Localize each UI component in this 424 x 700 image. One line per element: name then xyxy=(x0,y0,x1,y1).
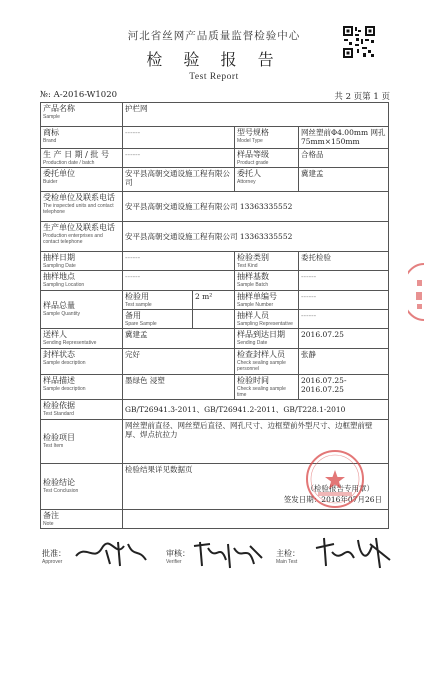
field-label-en: Spare Sample xyxy=(125,320,157,327)
qr-code-icon xyxy=(342,25,376,59)
main-test-label-en: Main Test xyxy=(276,559,298,565)
field-label-en: Model Type xyxy=(237,138,263,144)
field-label: 委托单位 xyxy=(43,169,75,178)
field-label: 检验时间 xyxy=(237,375,269,385)
production-date-value: ------ xyxy=(123,148,235,167)
sampling-date-value: ------ xyxy=(123,252,235,271)
table-row xyxy=(41,103,389,127)
field-label-en: Sample xyxy=(43,114,60,120)
field-label-en: Sample description xyxy=(43,360,86,366)
field-label-en: Test Kind xyxy=(237,263,258,269)
field-label: 检查封样人员 xyxy=(237,350,285,359)
test-sample-value: 2 m² xyxy=(193,290,235,309)
table-row xyxy=(41,168,389,192)
report-number: №: A-2016-W1020 xyxy=(40,90,118,100)
sampling-representative-value: ------ xyxy=(299,309,389,328)
report-title-english: Test Report xyxy=(189,72,239,82)
field-label: 生产单位及联系电话 xyxy=(43,223,115,232)
field-label: 委托人 xyxy=(237,169,261,178)
field-label: 检验类别 xyxy=(237,253,269,262)
field-label: 样品到达日期 xyxy=(237,330,285,339)
table-row xyxy=(41,510,389,529)
arrival-date-value: 2016.07.25 xyxy=(299,329,389,349)
main-test-signature-block xyxy=(276,548,300,565)
grade-value: 合格品 xyxy=(299,148,389,167)
field-label: 抽样基数 xyxy=(237,272,269,282)
field-label: 检验依据 xyxy=(43,401,75,410)
main-tester-handwritten-signature xyxy=(310,534,396,570)
field-label-en: Sampling Date xyxy=(43,263,76,269)
table-row xyxy=(41,290,389,309)
sample-batch-value: ------ xyxy=(299,271,389,290)
field-label-en: Sample Batch xyxy=(237,282,269,289)
field-label-en: Check sealing sample personnel xyxy=(237,360,286,373)
stamp-note: （检验报告专用章） xyxy=(306,484,374,493)
field-label-en: Sending Representative xyxy=(43,340,97,346)
table-row xyxy=(41,271,389,290)
page-count: 共 2 页第 1 页 xyxy=(334,92,390,102)
attorney-value: 冀建孟 xyxy=(299,168,389,192)
test-standard-value: GB/T26941.3-2011、GB/T26941.2-2011、GB/T228.1-2010 xyxy=(123,400,389,420)
field-label-en: Sample Number xyxy=(237,301,274,308)
field-label: 样品等级 xyxy=(237,149,269,159)
model-value: 网丝塑前Φ4.00mm 网孔75mm×150mm xyxy=(299,127,389,149)
test-kind-value: 委托检验 xyxy=(299,252,389,271)
field-label-en: Test Item xyxy=(43,443,64,450)
table-row xyxy=(41,400,389,420)
table-row xyxy=(41,329,389,349)
field-label: 样品描述 xyxy=(43,375,75,385)
spare-sample-value xyxy=(193,309,235,328)
client-value: 安平县高朝交通设施工程有限公司 xyxy=(123,168,235,192)
check-time-value: 2016.07.25-2016.07.25 xyxy=(299,374,389,400)
note-value xyxy=(123,510,389,529)
field-label-en: Sample description xyxy=(43,385,86,392)
table-row xyxy=(41,374,389,400)
seam-stamp-icon xyxy=(408,262,424,322)
field-label: 受检单位及联系电话 xyxy=(43,193,115,202)
field-label-en: Attorney xyxy=(237,179,256,185)
producer-value: 安平县高朝交通设施工程有限公司 13363335552 xyxy=(123,222,389,252)
sample-number-value: ------ xyxy=(299,290,389,309)
field-label-en: Note xyxy=(43,521,54,527)
field-label-en: Sampling Representative xyxy=(237,320,293,327)
verifier-label: 审核： xyxy=(166,549,190,558)
verifier-handwritten-signature xyxy=(190,538,266,570)
field-label-en: Brand xyxy=(43,138,57,144)
test-items-value: 网丝塑前直径、网丝塑后直径、网孔尺寸、边框塑前外型尺寸、边框塑前壁厚、焊点抗拉力 xyxy=(123,420,389,464)
verifier-signature-block xyxy=(166,548,190,565)
field-label-en: Production date / batch xyxy=(43,159,95,166)
field-label-en: The inspected units and contact telephone xyxy=(43,203,114,216)
table-row xyxy=(41,252,389,271)
product-name-value: 护栏网 xyxy=(123,103,389,127)
main-test-label: 主检： xyxy=(276,549,300,558)
field-label-en: Test Standard xyxy=(43,411,74,417)
sampling-location-value: ------ xyxy=(123,271,235,290)
field-label: 样品总量 xyxy=(43,301,75,311)
field-label-en: Production enterprises and contact telephone xyxy=(43,233,103,246)
field-label: 产品名称 xyxy=(43,104,75,113)
seal-status-value: 完好 xyxy=(123,349,235,375)
approver-label: 批准： xyxy=(42,549,66,558)
conclusion-value: 检验结果详见数据页 xyxy=(125,465,193,474)
field-label: 检验项目 xyxy=(43,433,75,443)
field-label-en: Test sample xyxy=(125,301,152,308)
field-label: 备注 xyxy=(43,511,59,520)
field-label-en: Sending Date xyxy=(237,340,268,346)
issuing-organization: 河北省丝网产品质量监督检验中心 xyxy=(127,30,301,42)
official-stamp-icon xyxy=(304,448,366,510)
seal-person-value: 张静 xyxy=(299,349,389,375)
field-label: 送样人 xyxy=(43,330,67,339)
sender-value: 冀建孟 xyxy=(123,329,235,349)
field-label-en: Sample Quantity xyxy=(43,311,80,318)
field-label: 抽样地点 xyxy=(43,272,75,282)
approver-signature-block xyxy=(42,548,66,565)
field-label: 抽样日期 xyxy=(43,253,75,262)
issue-date: 签发日期：2016年07月26日 xyxy=(283,495,382,504)
field-label-en: Test Conclusion xyxy=(43,488,79,495)
approver-handwritten-signature xyxy=(72,538,152,568)
field-label: 备用 xyxy=(125,310,141,320)
field-label: 型号规格 xyxy=(237,128,269,137)
table-row xyxy=(41,349,389,375)
field-label-en: Sampling Location xyxy=(43,282,85,289)
report-title: 检 验 报 告 xyxy=(146,50,282,69)
table-row xyxy=(41,127,389,149)
field-label: 抽样单编号 xyxy=(237,291,277,301)
approver-label-en: Approver xyxy=(42,559,63,565)
field-label: 生 产 日 期 / 批 号 xyxy=(43,149,109,159)
verifier-label-en: Verifier xyxy=(166,559,182,565)
field-label: 商标 xyxy=(43,128,59,137)
field-label: 抽样人员 xyxy=(237,310,269,320)
field-label-en: Check sealing sample time xyxy=(237,385,286,398)
brand-value: ------ xyxy=(123,127,235,149)
sample-description-value: 墨绿色 浸塑 xyxy=(123,374,235,400)
table-row xyxy=(41,222,389,252)
inspected-unit-value: 安平县高朝交通设施工程有限公司 13363335552 xyxy=(123,192,389,222)
field-label: 检验结论 xyxy=(43,478,75,488)
table-row xyxy=(41,148,389,167)
field-label: 封样状态 xyxy=(43,350,75,359)
field-label: 检验用 xyxy=(125,291,149,301)
field-label-en: Product grade xyxy=(237,159,269,166)
table-row xyxy=(41,192,389,222)
field-label-en: Buider xyxy=(43,179,58,185)
